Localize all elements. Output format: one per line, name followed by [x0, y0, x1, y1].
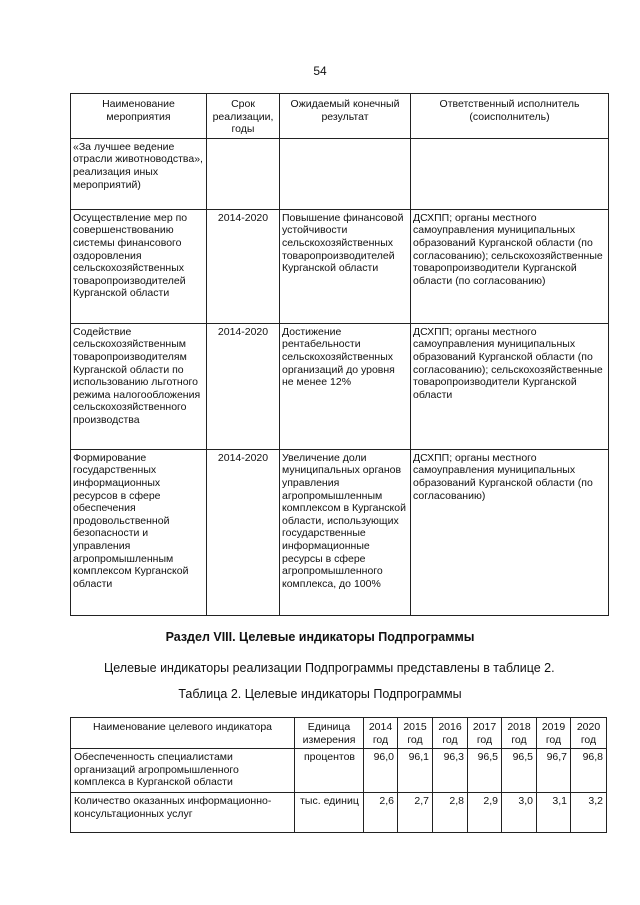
- column-header: 2015 год: [398, 718, 433, 749]
- table-cell: 2014-2020: [207, 323, 280, 449]
- table-row: [71, 793, 607, 833]
- table-cell: 2,8: [433, 793, 468, 833]
- table-cell: тыс. единиц: [295, 793, 364, 833]
- column-header: Наименование целевого индикатора: [71, 718, 295, 749]
- table-cell: Достижение рентабельности сельскохозяйственных организаций до уровня не менее 12%: [280, 323, 411, 449]
- table-cell: ДСХПП; органы местного самоуправления муниципальных образований Курганской области (по согласованию): [411, 449, 609, 615]
- table-cell: Содействие сельскохозяйственным товаропроизводителям Курганской области по использованию льготного режима налогообложения сельскохозяйственного производства: [71, 323, 207, 449]
- table-cell: 3,0: [502, 793, 537, 833]
- table-cell: 96,5: [502, 749, 537, 793]
- table-cell: 96,8: [571, 749, 607, 793]
- table-header-row: [71, 94, 609, 139]
- table-cell: 96,7: [537, 749, 571, 793]
- column-header: 2018 год: [502, 718, 537, 749]
- column-header: 2014 год: [364, 718, 398, 749]
- table-cell: Количество оказанных информационно-консультационных услуг: [71, 793, 295, 833]
- table-cell: 2,6: [364, 793, 398, 833]
- table-cell: 2014-2020: [207, 209, 280, 323]
- section-heading: Раздел VIII. Целевые индикаторы Подпрограммы: [165, 630, 475, 644]
- table-cell: [207, 138, 280, 209]
- table-cell: 2014-2020: [207, 449, 280, 615]
- table-cell: «За лучшее ведение отрасли животноводства», реализация иных мероприятий): [71, 138, 207, 209]
- table-header-row: [71, 718, 607, 749]
- body-paragraph: Целевые индикаторы реализации Подпрограммы представлены в таблице 2.: [104, 661, 555, 675]
- table-cell: Обеспеченность специалистами организаций агропромышленного комплекса в Курганской области: [71, 749, 295, 793]
- indicators-table: [70, 717, 607, 833]
- table-cell: Повышение финансовой устойчивости сельскохозяйственных товаропроизводителей Курганской области: [280, 209, 411, 323]
- activities-table: [70, 93, 609, 616]
- column-header: 2017 год: [468, 718, 502, 749]
- table-cell: 96,1: [398, 749, 433, 793]
- table-row: [71, 323, 609, 449]
- table-row: [71, 449, 609, 615]
- page-number: 54: [313, 64, 327, 78]
- column-header: Ожидаемый конечный результат: [280, 94, 411, 139]
- column-header: Срок реализации, годы: [207, 94, 280, 139]
- table-cell: [411, 138, 609, 209]
- table-cell: ДСХПП; органы местного самоуправления муниципальных образований Курганской области (по согласованию); сельскохозяйственные товаропроизводители Курганской области: [411, 323, 609, 449]
- table-cell: Осуществление мер по совершенствованию системы финансового оздоровления сельскохозяйственных товаропроизводителей Курганской области: [71, 209, 207, 323]
- table-cell: 2,7: [398, 793, 433, 833]
- column-header: 2020 год: [571, 718, 607, 749]
- table-cell: Формирование государственных информационных ресурсов в сфере обеспечения продовольственной безопасности и управления агропромышленным комплексом Курганской области: [71, 449, 207, 615]
- table-cell: 96,3: [433, 749, 468, 793]
- column-header: Наименование мероприятия: [71, 94, 207, 139]
- table-cell: Увеличение доли муниципальных органов управления агропромышленным комплексом в Курганской области, использующих государственные информационные ресурсы в сфере агропромышленного комплекса, до 100%: [280, 449, 411, 615]
- table-cell: 96,0: [364, 749, 398, 793]
- column-header: 2019 год: [537, 718, 571, 749]
- column-header: Единица измерения: [295, 718, 364, 749]
- table-row: [71, 138, 609, 209]
- table-cell: процентов: [295, 749, 364, 793]
- table-row: [71, 209, 609, 323]
- table-cell: 3,1: [537, 793, 571, 833]
- table-cell: 3,2: [571, 793, 607, 833]
- column-header: Ответственный исполнитель (соисполнитель): [411, 94, 609, 139]
- table-row: [71, 749, 607, 793]
- table-cell: 96,5: [468, 749, 502, 793]
- table-cell: [280, 138, 411, 209]
- table-cell: 2,9: [468, 793, 502, 833]
- table-cell: ДСХПП; органы местного самоуправления муниципальных образований Курганской области (по согласованию); сельскохозяйственные товаропроизводители Курганской области (по согласованию): [411, 209, 609, 323]
- column-header: 2016 год: [433, 718, 468, 749]
- table-caption: Таблица 2. Целевые индикаторы Подпрограммы: [178, 687, 462, 701]
